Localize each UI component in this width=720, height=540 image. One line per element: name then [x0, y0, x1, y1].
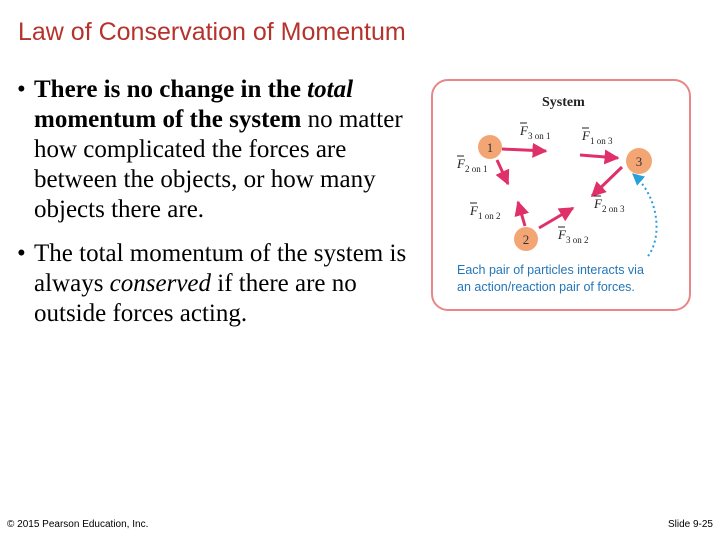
- force-symbol: F: [582, 128, 590, 143]
- bullet1-text-2: momentum of the system: [34, 106, 302, 133]
- particle-2-label: 2: [522, 232, 530, 247]
- force-arrow-3-on-2: [539, 208, 573, 228]
- bullet2-text-1: The total momentum of the system is always: [34, 240, 407, 297]
- force-arrow-2-on-3: [592, 167, 622, 196]
- copyright-notice: © 2015 Pearson Education, Inc.: [7, 519, 149, 530]
- force-label-2-on-3: [593, 196, 625, 214]
- bullet1-emphasis-total: total: [307, 76, 354, 103]
- bullet-item-no-change: [17, 75, 427, 225]
- bullet-marker: •: [17, 76, 26, 103]
- force-subscript: 3 on 2: [566, 235, 589, 245]
- caption-line-1: Each pair of particles interacts via: [457, 263, 644, 277]
- force-symbol: F: [594, 196, 602, 211]
- force-arrow-3-on-1: [502, 149, 546, 151]
- force-subscript: 2 on 3: [602, 204, 625, 214]
- force-subscript: 3 on 1: [528, 131, 551, 141]
- force-arrow-1-on-3: [580, 155, 618, 158]
- caption-line-2: an action/reaction pair of forces.: [457, 280, 635, 294]
- force-label-3-on-2: [557, 227, 589, 245]
- system-label: System: [542, 95, 585, 110]
- force-arrows: [497, 149, 622, 228]
- force-arrow-1-on-2: [518, 202, 525, 226]
- bullet-list: [17, 75, 427, 329]
- bullet-marker: •: [17, 240, 26, 267]
- force-label-1-on-3: [581, 128, 613, 146]
- force-subscript: 2 on 1: [465, 164, 488, 174]
- force-label-3-on-1: [519, 123, 551, 141]
- force-symbol: F: [558, 227, 566, 242]
- force-label-2-on-1: [456, 156, 488, 174]
- bullet-item-conserved: [17, 239, 427, 329]
- bullet1-text-3: no matter how complicated the forces are between the objects, or how many objects there are.: [34, 106, 403, 223]
- caption-pointer-arrow: [633, 174, 657, 256]
- bullet2-text-2: if there are no outside forces acting.: [34, 270, 357, 327]
- momentum-system-diagram: [430, 78, 692, 312]
- bullet1-text-1: There is no change in the: [34, 76, 308, 103]
- slide-title: Law of Conservation of Momentum: [18, 18, 406, 46]
- particle-1-label: 1: [486, 140, 494, 155]
- force-symbol: F: [520, 123, 528, 138]
- force-subscript: 1 on 3: [590, 136, 613, 146]
- force-symbol: F: [457, 156, 465, 171]
- force-arrow-2-on-1: [497, 160, 508, 184]
- bullet2-emphasis-conserved: conserved: [109, 270, 212, 297]
- force-subscript: 1 on 2: [478, 211, 501, 221]
- slide-number: Slide 9-25: [667, 519, 713, 530]
- particle-3-label: 3: [635, 154, 643, 169]
- force-symbol: F: [470, 203, 478, 218]
- force-label-1-on-2: [469, 203, 501, 221]
